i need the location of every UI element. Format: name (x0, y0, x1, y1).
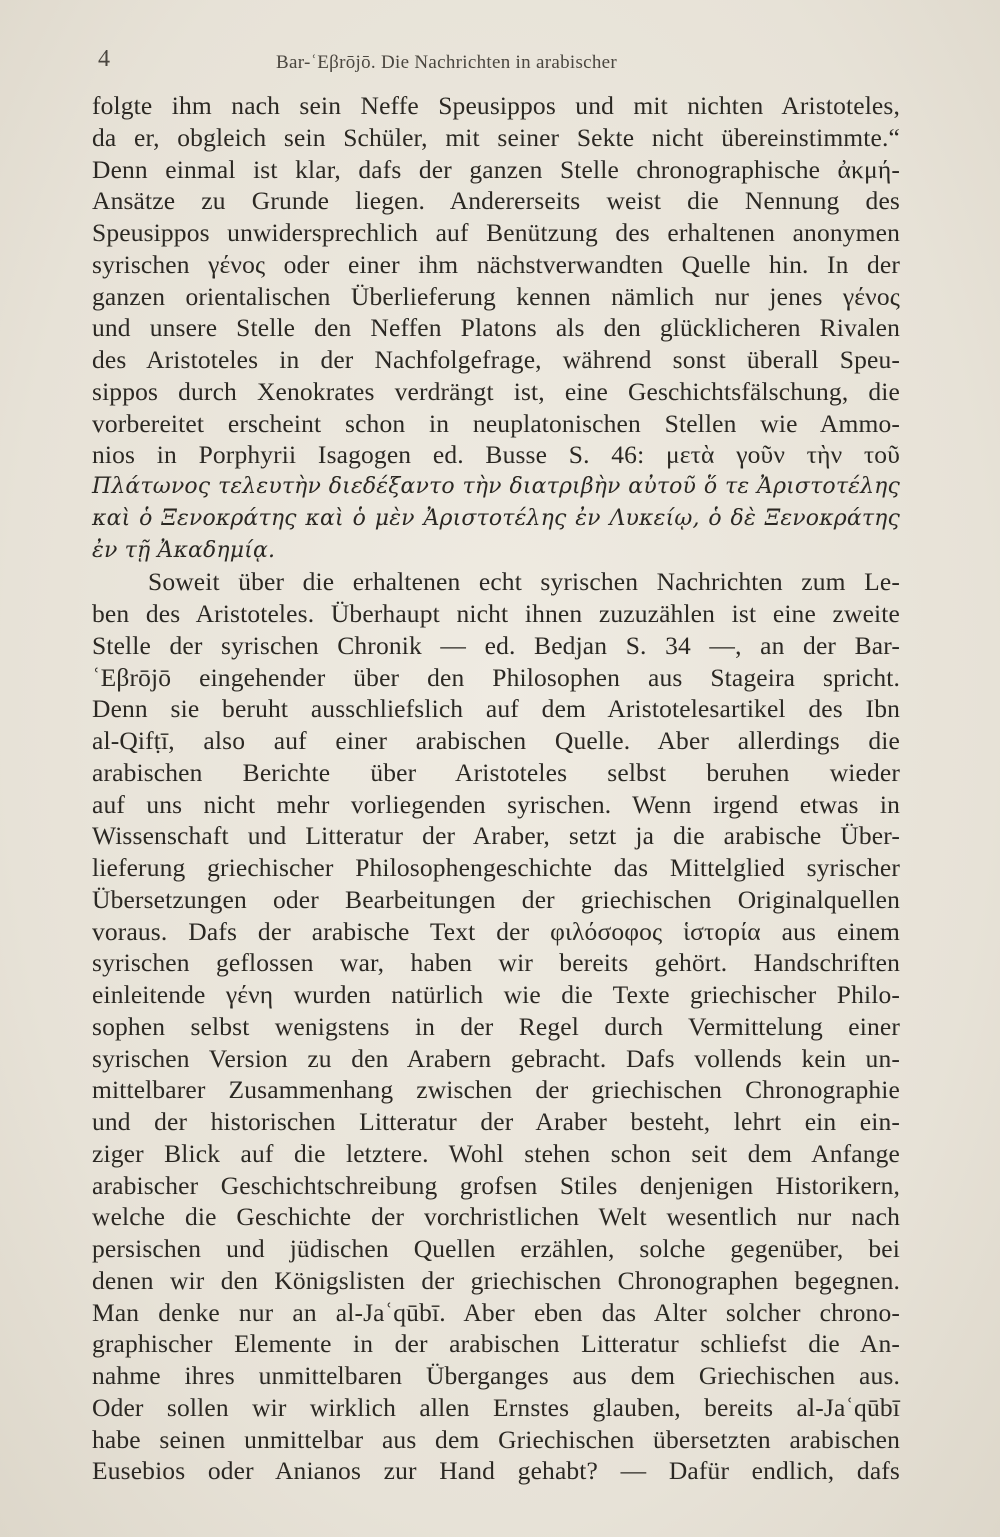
running-head (98, 42, 898, 82)
greek-quote-line: ἐν τῇ Ἀκαδημίᾳ. (92, 537, 276, 563)
text-line: ben des Aristoteles. Überhaupt nicht ihnen zuzuzählen ist eine zweite (92, 599, 900, 628)
text-line: ʿEβrōjō eingehender über den Philosophen aus Stageira spricht. (92, 662, 900, 692)
text-line: und unsere Stelle den Neffen Platons als den glücklicheren Rivalen (92, 313, 900, 343)
text-line: denen wir den Königslisten der griechischen Chronographen begegnen. (92, 1265, 900, 1295)
text-line: nahme ihres unmittelbaren Überganges aus dem Griechischen aus. (92, 1361, 900, 1390)
text-line: und der historischen Litteratur der Araber besteht, lehrt ein ein- (92, 1107, 900, 1136)
text-line: voraus. Dafs der arabische Text der φιλόσοφος ἱστορία aus einem (92, 916, 900, 946)
text-line: al-Qifṭī, also auf einer arabischen Quelle. Aber allerdings die (92, 726, 900, 755)
text-line: einleitende γένη wurden natürlich wie die Texte griechischer Philo- (92, 980, 900, 1009)
text-line: arabischen Berichte über Aristoteles selbst beruhen wieder (92, 757, 900, 787)
text-line: Denn einmal ist klar, dafs der ganzen Stelle chronographische ἀκμή- (92, 154, 900, 184)
text-line: graphischer Elemente in der arabischen Litteratur schliefst die An- (92, 1329, 900, 1359)
text-line: syrischen geflossen war, haben wir bereits gehört. Handschriften (92, 948, 900, 978)
text-line: Stelle der syrischen Chronik — ed. Bedjan S. 34 —, an der Bar- (92, 630, 900, 660)
running-title: Bar-ʿEβrōjō. Die Nachrichten in arabischer (276, 52, 618, 73)
text-line: Denn sie beruht ausschliefslich auf dem Aristotelesartikel des Ibn (92, 694, 900, 724)
greek-quote-line: Πλάτωνος τελευτὴν διεδέξαντο τὴν διατριβὴν αὐτοῦ ὅ τε Ἀριστοτέλης (92, 474, 900, 499)
text-line: des Aristoteles in der Nachfolgefrage, während sonst überall Speu- (92, 345, 900, 374)
text-line: nios in Porphyrii Isagogen ed. Busse S. 46: μετὰ γοῦν τὴν τοῦ (92, 440, 900, 470)
text-line: habe seinen unmittelbar aus dem Griechischen übersetzten arabischen (92, 1424, 900, 1454)
page-number: 4 (98, 46, 110, 72)
text-line: ganzen orientalischen Überlieferung kennen nämlich nur jenes γένος (92, 281, 900, 311)
text-line: Ansätze zu Grunde liegen. Andererseits weist die Nennung des (92, 186, 900, 216)
text-line: Man denke nur an al-Jaʿqūbī. Aber eben das Alter solcher chrono- (92, 1297, 900, 1327)
text-line: Oder sollen wir wirklich allen Ernstes glauben, bereits al-Jaʿqūbī (92, 1392, 900, 1422)
text-line: folgte ihm nach sein Neffe Speusippos und mit nichten Aristoteles, (92, 91, 900, 120)
text-line: arabischer Geschichtschreibung grofsen Stiles denjenigen Historikern, (92, 1170, 900, 1200)
text-line: Wissenschaft und Litteratur der Araber, setzt ja die arabische Über- (92, 821, 900, 851)
text-line: sippos durch Xenokrates verdrängt ist, eine Geschichtsfälschung, die (92, 376, 900, 406)
text-line: welche die Geschichte der vorchristlichen Welt wesentlich nur nach (92, 1202, 900, 1232)
greek-quote-line: καὶ ὁ Ξενοκράτης καὶ ὁ μὲν Ἀριστοτέλης ἐν Λυκείῳ, ὁ δὲ Ξενοκράτης (92, 505, 900, 531)
body-text (92, 90, 900, 1487)
text-line: da er, obgleich sein Schüler, mit seiner Sekte nicht übereinstimmte.“ (92, 122, 900, 152)
paragraph-start-line: Soweit über die erhaltenen echt syrischen Nachrichten zum Le- (148, 567, 900, 597)
text-line: Eusebios oder Anianos zur Hand gehabt? — Dafür endlich, dafs (92, 1456, 900, 1486)
text-line: lieferung griechischer Philosophengeschichte das Mittelglied syrischer (92, 853, 900, 882)
text-line: persischen und jüdischen Quellen erzählen, solche gegenüber, bei (92, 1234, 900, 1263)
text-line: sophen selbst wenigstens in der Regel durch Vermittelung einer (92, 1011, 900, 1041)
text-line: Speusippos unwidersprechlich auf Benützung des erhaltenen anonymen (92, 218, 900, 247)
text-line: vorbereitet erscheint schon in neuplatonischen Stellen wie Ammo- (92, 408, 900, 438)
text-line: mittelbarer Zusammenhang zwischen der griechischen Chronographie (92, 1075, 900, 1105)
text-line: Übersetzungen oder Bearbeitungen der griechischen Originalquellen (92, 884, 900, 914)
text-line: syrischen Version zu den Arabern gebracht. Dafs vollends kein un- (92, 1043, 900, 1073)
text-line: ziger Blick auf die letztere. Wohl stehen schon seit dem Anfange (92, 1138, 900, 1168)
text-line: auf uns nicht mehr vorliegenden syrischen. Wenn irgend etwas in (92, 789, 900, 819)
text-line: syrischen γένος oder einer ihm nächstverwandten Quelle hin. In der (92, 249, 900, 279)
